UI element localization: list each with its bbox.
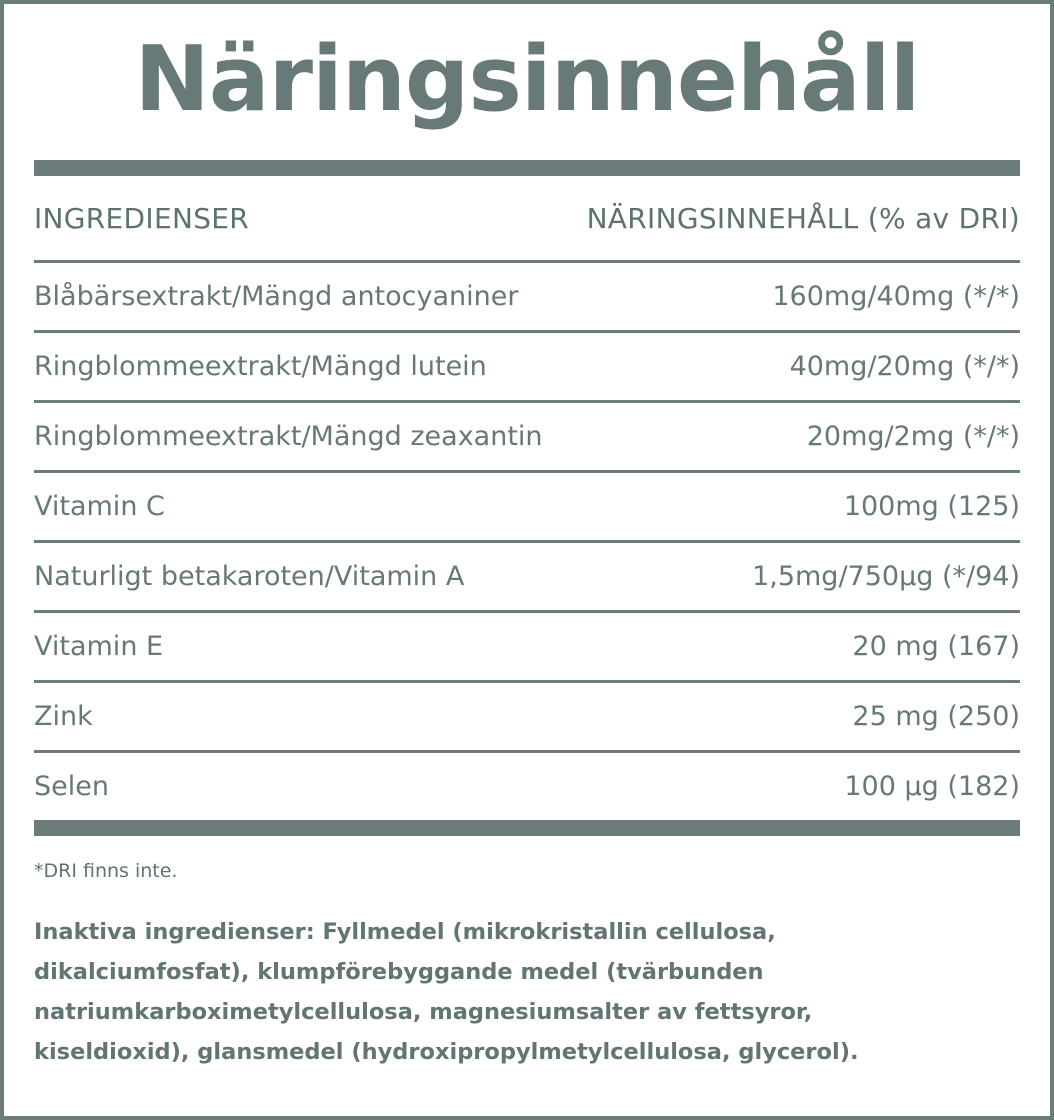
ingredient-value: 25 mg (250)	[852, 701, 1020, 732]
ingredient-value: 20mg/2mg (*/*)	[806, 421, 1020, 452]
inactive-ingredients-line: kiseldioxid), glansmedel (hydroxipropylmetylcellulosa, glycerol).	[34, 1039, 859, 1065]
top-divider-bar	[34, 160, 1020, 176]
ingredient-name: Vitamin E	[34, 631, 164, 662]
table-row	[34, 613, 1020, 680]
ingredient-name: Vitamin C	[34, 491, 165, 522]
footnote: *DRI finns inte.	[34, 860, 178, 882]
column-header-nutrition: NÄRINGSINNEHÅLL (% av DRI)	[586, 201, 1020, 235]
ingredient-value: 160mg/40mg (*/*)	[772, 281, 1020, 312]
ingredient-name: Ringblommeextrakt/Mängd lutein	[34, 351, 487, 382]
ingredient-name: Zink	[34, 701, 93, 732]
table-row	[34, 543, 1020, 610]
bottom-divider-bar	[34, 820, 1020, 836]
ingredient-name: Naturligt betakaroten/Vitamin A	[34, 561, 465, 592]
table-row	[34, 683, 1020, 750]
column-header-ingredients: INGREDIENSER	[34, 201, 250, 235]
ingredient-value: 100 µg (182)	[844, 771, 1020, 802]
inactive-ingredients-line: natriumkarboximetylcellulosa, magnesiumsalter av fettsyror,	[34, 999, 813, 1025]
inactive-ingredients-line: Inaktiva ingredienser: Fyllmedel (mikrokristallin cellulosa,	[34, 919, 776, 945]
table-row	[34, 333, 1020, 400]
page-title: Näringsinnehåll	[134, 27, 920, 132]
inactive-ingredients-line: dikalciumfosfat), klumpförebyggande medel (tvärbunden	[34, 959, 764, 985]
ingredient-value: 1,5mg/750µg (*/94)	[752, 561, 1020, 592]
table-header	[34, 176, 1020, 260]
ingredient-name: Ringblommeextrakt/Mängd zeaxantin	[34, 421, 543, 452]
ingredient-name: Blåbärsextrakt/Mängd antocyaniner	[34, 281, 519, 312]
table-row	[34, 753, 1020, 820]
table-row	[34, 473, 1020, 540]
ingredient-value: 40mg/20mg (*/*)	[789, 351, 1020, 382]
table-row	[34, 403, 1020, 470]
table-row	[34, 263, 1020, 330]
ingredient-value: 100mg (125)	[843, 491, 1020, 522]
ingredient-name: Selen	[34, 771, 109, 802]
inactive-ingredients	[34, 912, 1020, 1072]
ingredient-value: 20 mg (167)	[852, 631, 1020, 662]
